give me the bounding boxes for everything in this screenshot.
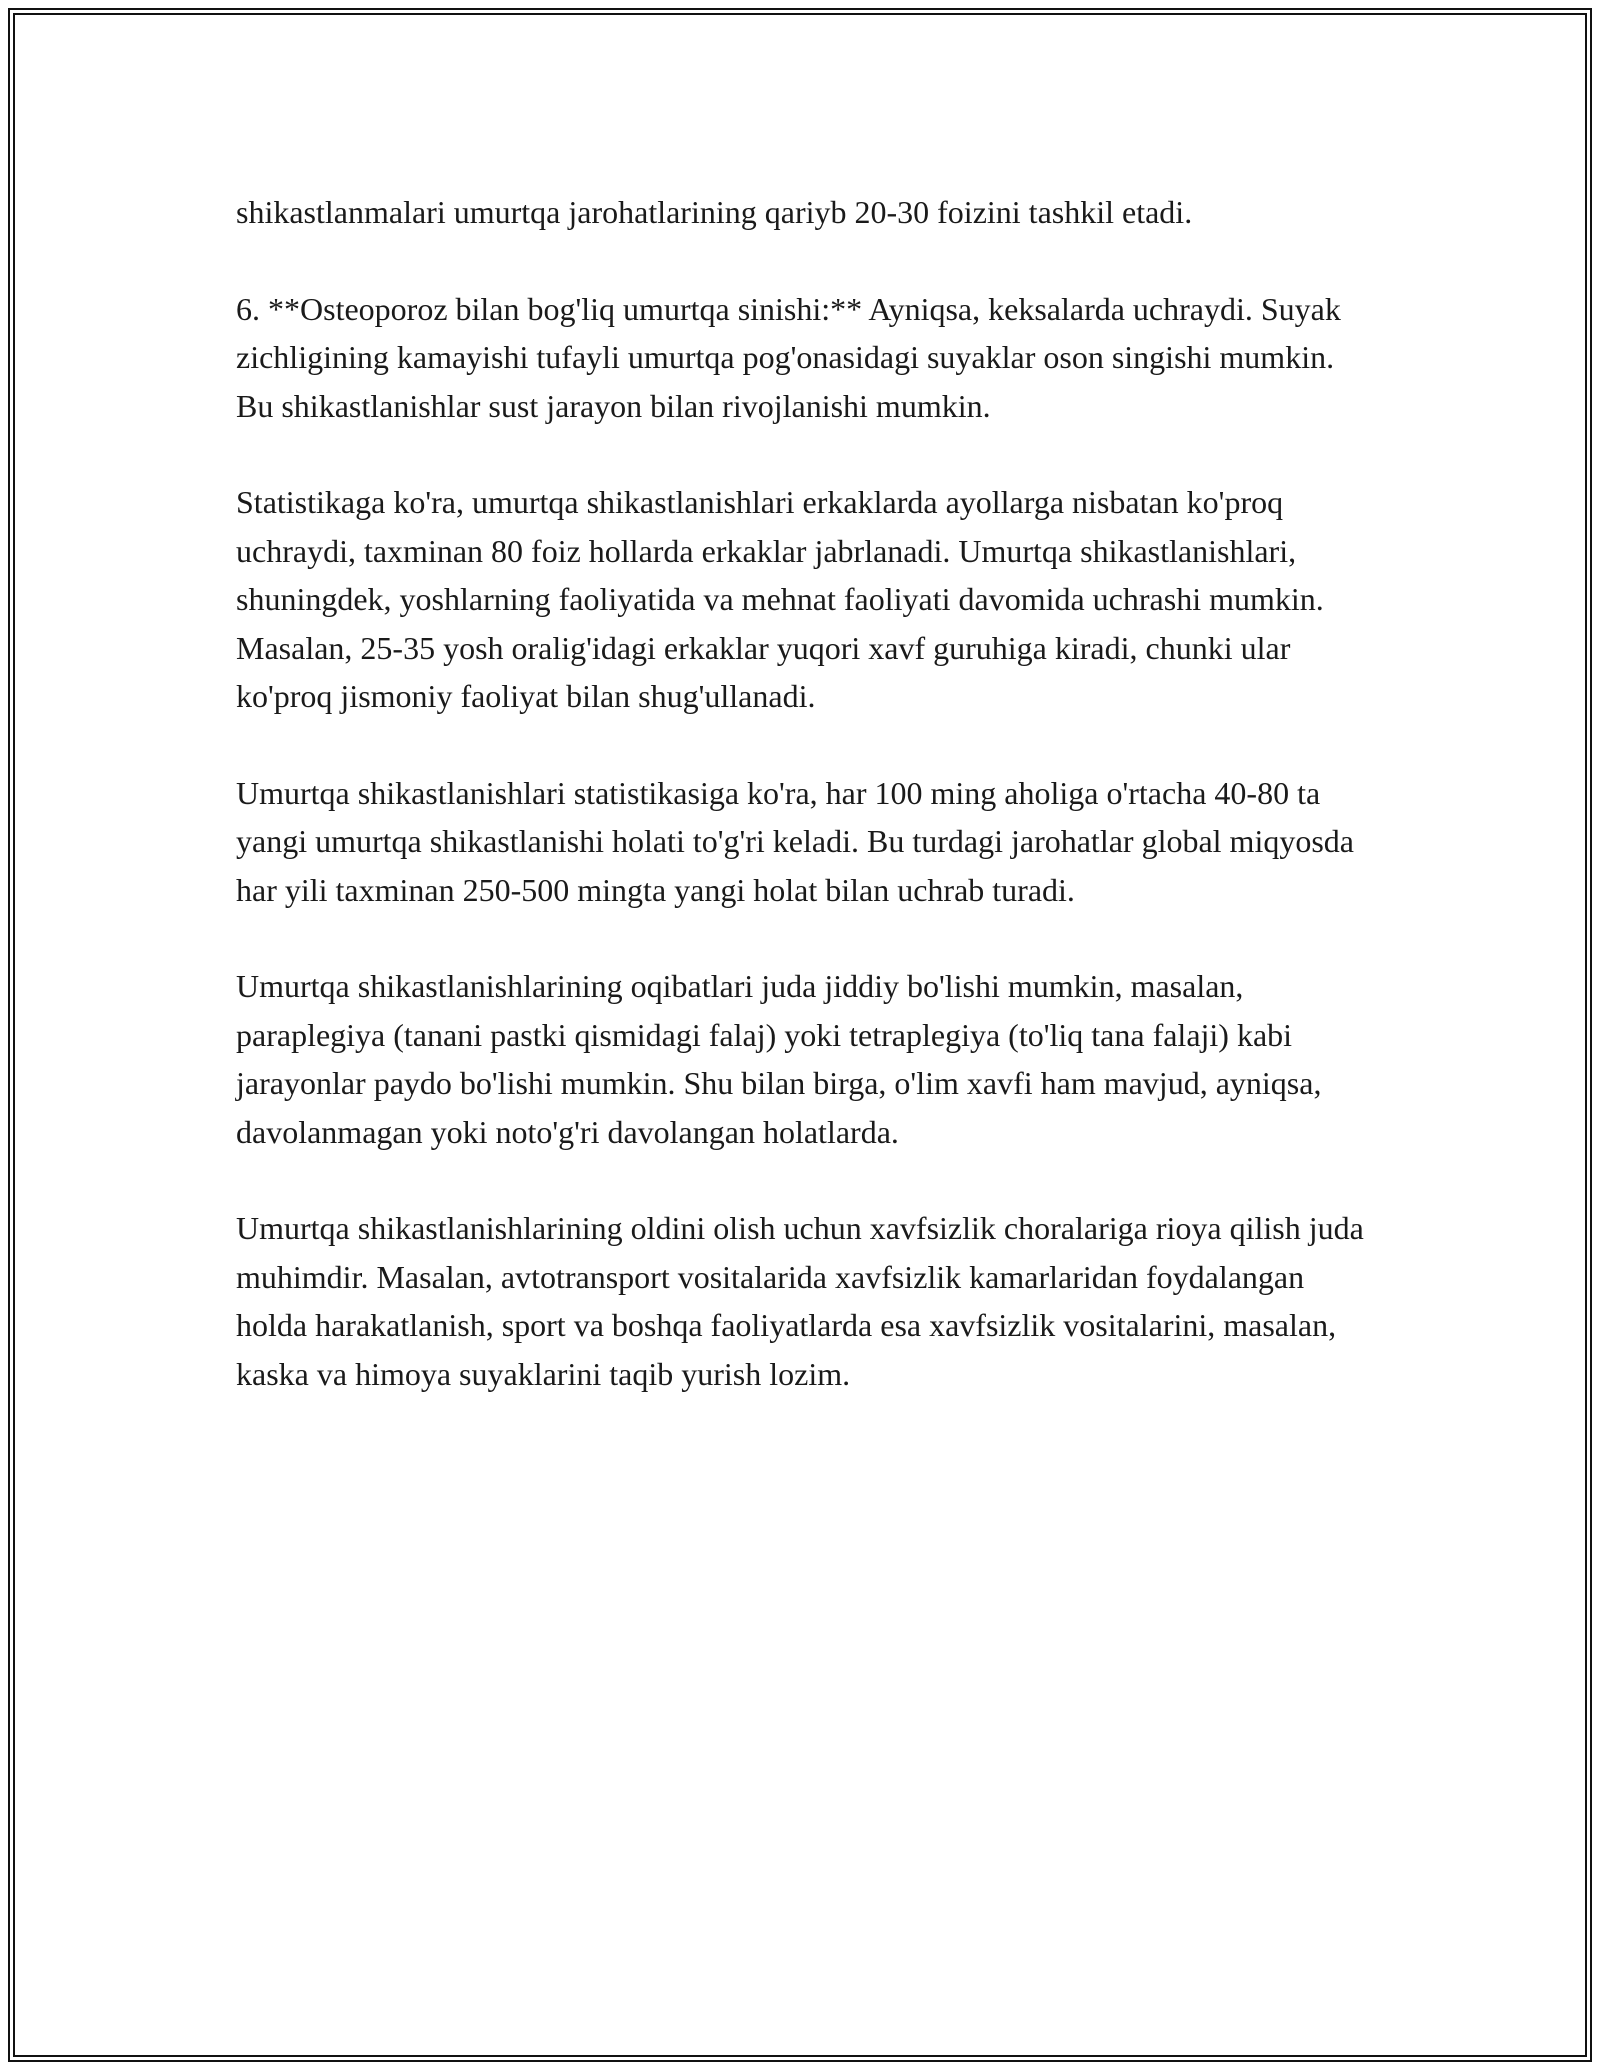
paragraph-continuation: shikastlanmalari umurtqa jarohatlarining qariyb 20-30 foizini tashkil etadi. — [236, 194, 1193, 230]
paragraph-gender-statistics: Statistikaga ko'ra, umurtqa shikastlanishlari erkaklarda ayollarga nisbatan ko'proq uchraydi, taxminan 80 foiz hollarda erkaklar jabrlanadi. Umurtqa shikastlanishlari, shuningdek, yoshlarning faoliyatida va mehnat faoliyati davomida uchrashi mumkin. Masalan, 25-35 yosh oralig'idagi erkaklar yuqori xavf guruhiga kiradi, chunki ular ko'proq jismoniy faoliyat bilan shug'ullanadi. — [236, 484, 1324, 715]
paragraph-prevention: Umurtqa shikastlanishlarining oldini olish uchun xavfsizlik choralariga rioya qilish juda muhimdir. Masalan, avtotransport vositalarida xavfsizlik kamarlaridan foydalangan holda harakatlanish, sport va boshqa faoliyatlarda esa xavfsizlik vositalarini, masalan, kaska va himoya suyaklarini taqib yurish lozim. — [236, 1210, 1364, 1392]
paragraph-consequences: Umurtqa shikastlanishlarining oqibatlari juda jiddiy bo'lishi mumkin, masalan, paraplegiya (tanani pastki qismidagi falaj) yoki tetraplegiya (to'liq tana falaji) kabi jarayonlar paydo bo'lishi mumkin. Shu bilan birga, o'lim xavfi ham mavjud, ayniqsa, davolanmagan yoki noto'g'ri davolangan holatlarda. — [236, 968, 1322, 1150]
paragraph-incidence-statistics: Umurtqa shikastlanishlari statistikasiga ko'ra, har 100 ming aholiga o'rtacha 40-80 ta yangi umurtqa shikastlanishi holati to'g'ri keladi. Bu turdagi jarohatlar global miqyosda har yili taxminan 250-500 mingta yangi holat bilan uchrab turadi. — [236, 774, 1354, 908]
document-body — [236, 188, 1376, 1398]
paragraph-osteoporosis: 6. **Osteoporoz bilan bog'liq umurtqa sinishi:** Ayniqsa, keksalarda uchraydi. Suyak zichligining kamayishi tufayli umurtqa pog'onasidagi suyaklar oson singishi mumkin. Bu shikastlanishlar sust jarayon bilan rivojlanishi mumkin. — [236, 290, 1341, 424]
